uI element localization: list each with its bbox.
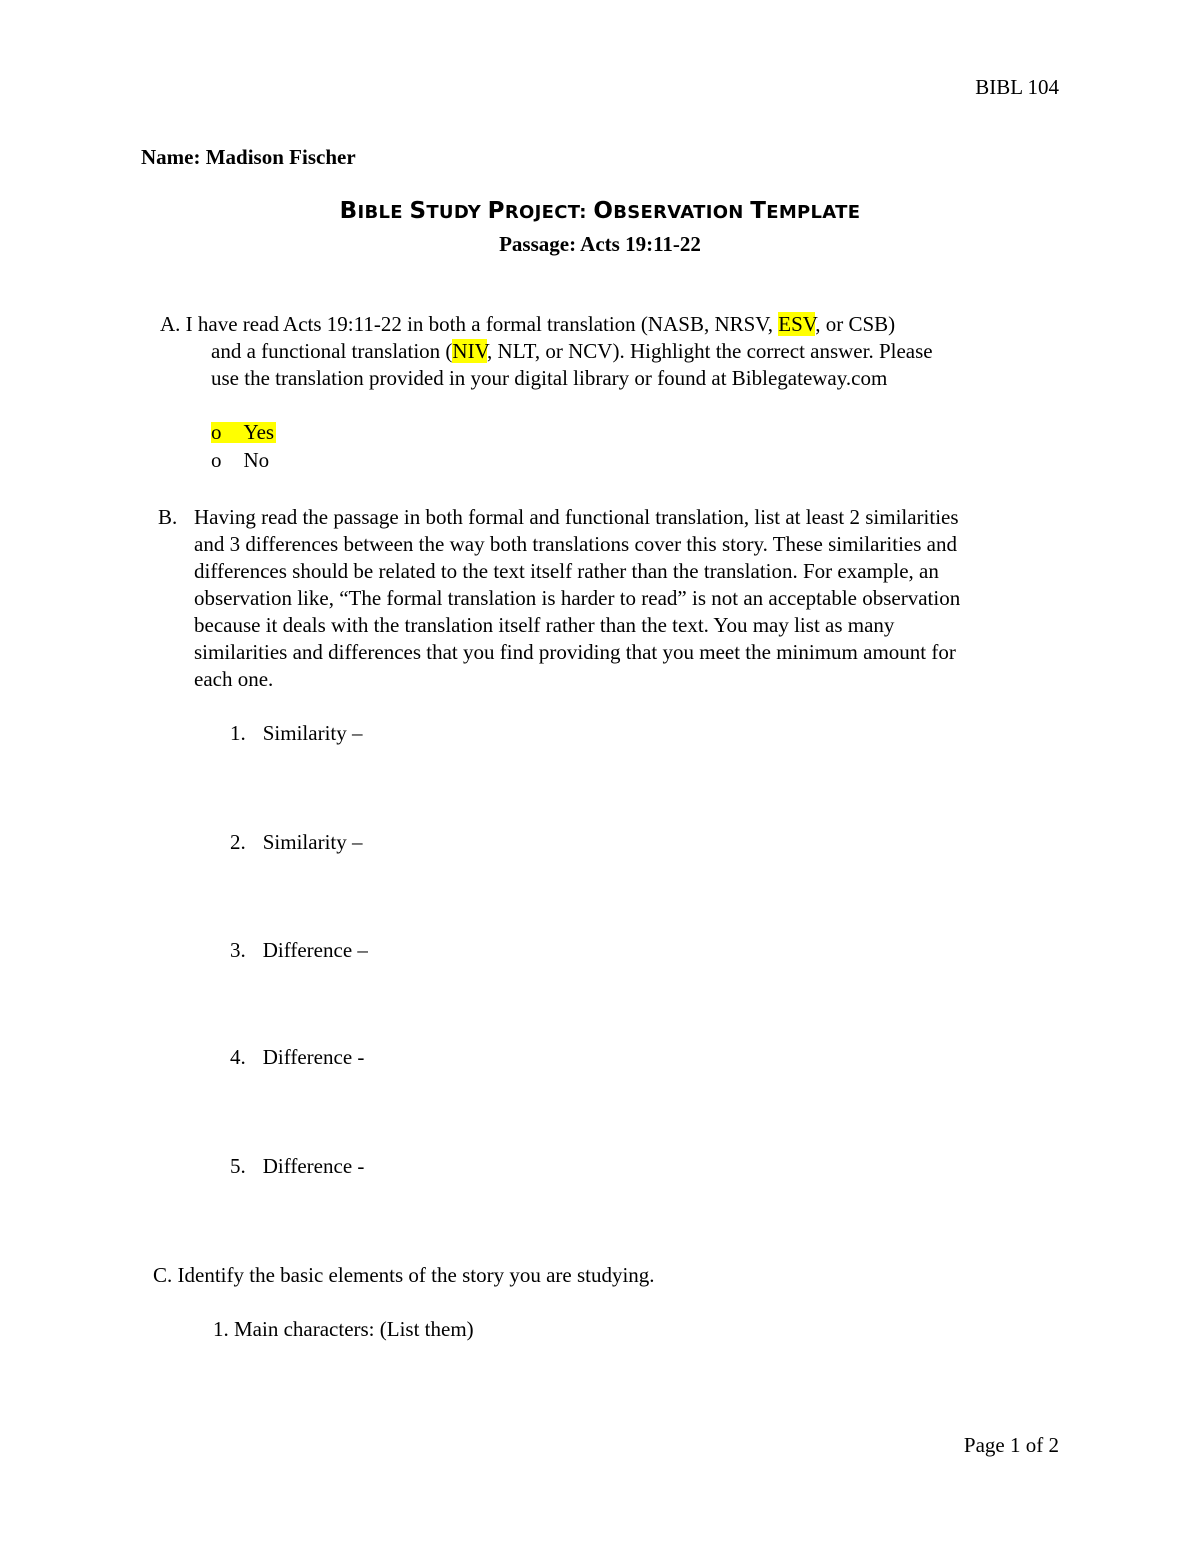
list-item-difference-3: 3. Difference –	[230, 938, 368, 962]
section-c-heading: C. Identify the basic elements of the story you are studying.	[153, 1263, 655, 1287]
section-b-line-5: because it deals with the translation itself rather than the text. You may list as many	[194, 613, 895, 637]
page-title: BIBLE STUDY PROJECT: OBSERVATION TEMPLATE	[339, 198, 861, 224]
course-code: BIBL 104	[975, 75, 1059, 99]
section-a-line-1: A. I have read Acts 19:11-22 in both a formal translation (NASB, NRSV, ESV, or CSB)	[160, 312, 896, 336]
section-b-line-3: differences should be related to the text itself rather than the translation. For example, an	[194, 559, 939, 583]
section-b-line-6: similarities and differences that you find providing that you meet the minimum amount for	[194, 640, 956, 664]
section-a-line-3: use the translation provided in your digital library or found at Biblegateway.com	[211, 366, 888, 390]
section-b-line-7: each one.	[194, 667, 274, 691]
section-b-line-1: Having read the passage in both formal and functional translation, list at least 2 similarities	[194, 505, 959, 529]
page-number: Page 1 of 2	[963, 1433, 1059, 1457]
section-b-marker: B.	[158, 505, 178, 529]
section-b-line-2: and 3 differences between the way both translations cover this story. These similarities and	[194, 532, 957, 556]
list-item-difference-5: 5. Difference -	[230, 1154, 365, 1178]
section-b-line-4: observation like, “The formal translation is harder to read” is not an acceptable observation	[194, 586, 961, 610]
option-yes[interactable]: o Yes	[211, 420, 275, 444]
section-a-marker: A.	[160, 312, 181, 336]
option-no[interactable]: o No	[211, 448, 270, 472]
list-item-difference-4: 4. Difference -	[230, 1045, 365, 1069]
section-c-item-1: 1. Main characters: (List them)	[213, 1317, 474, 1341]
list-item-similarity-2: 2. Similarity –	[230, 830, 363, 854]
list-item-similarity-1: 1. Similarity –	[230, 721, 363, 745]
niv-highlight: NIV	[452, 339, 488, 363]
passage-line: Passage: Acts 19:11-22	[499, 232, 701, 256]
student-name: Name: Madison Fischer	[141, 145, 356, 169]
section-a-line-2: and a functional translation (NIV, NLT, or NCV). Highlight the correct answer. Please	[211, 339, 933, 363]
esv-highlight: ESV	[778, 312, 816, 336]
